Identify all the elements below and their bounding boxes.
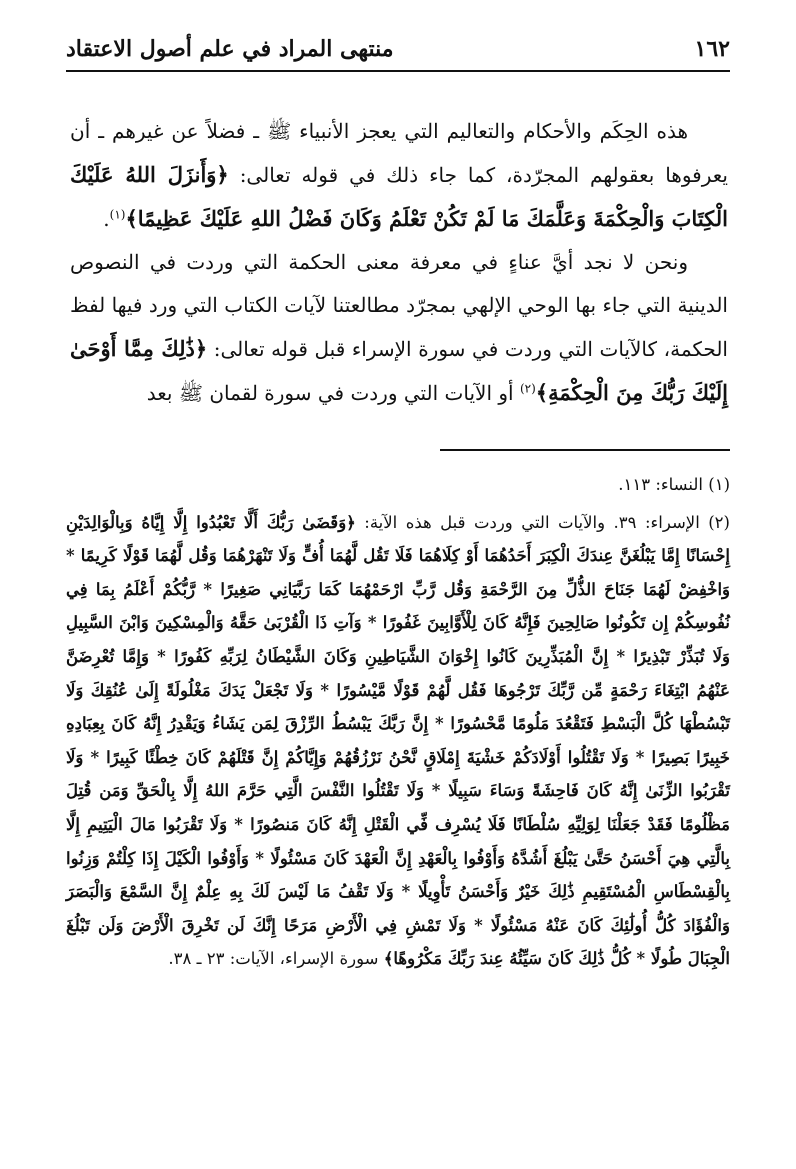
paragraph-2-text: ونحن لا نجد أيَّ عناءٍ في معرفة معنى الحكمة التي وردت في النصوص الدينية التي جاء بها الوحي الإلهي بمجرّد مطالعتنا لآيات الكتاب التي ورد فيها لفظ الحكمة، كالآيات التي وردت في سورة الإسراء قبل قوله تعالى: bbox=[70, 250, 728, 361]
footnote-separator bbox=[440, 449, 730, 451]
paragraph-2 bbox=[70, 241, 728, 415]
running-title: منتهى المراد في علم أصول الاعتقاد bbox=[66, 36, 394, 62]
footnote-ref-2[interactable]: (٢) bbox=[519, 381, 536, 396]
paragraph-1-text: هذه الحِكَم والأحكام والتعاليم التي يعجز الأنبياء ﷺ ـ فضلاً عن غيرهم ـ أن يعرفوها بعقولهم المجرّدة، كما جاء ذلك في قوله تعالى: bbox=[70, 119, 728, 187]
footnote-ref-1[interactable]: (١) bbox=[109, 207, 126, 222]
footnote-2-verses: ﴿وَقَضَىٰ رَبُّكَ أَلَّا تَعْبُدُوا إِلَّا إِيَّاهُ وَبِالْوَالِدَيْنِ إِحْسَانًا إِمَّا يَبْلُغَنَّ عِندَكَ الْكِبَرَ أَحَدُهُمَا أَوْ كِلَاهُمَا فَلَا تَقُل لَّهُمَا أُفٍّ وَلَا تَنْهَرْهُمَا وَقُل لَّهُمَا قَوْلًا كَرِيمًا * وَاخْفِضْ لَهُمَا جَنَاحَ الذُّلِّ مِنَ الرَّحْمَةِ وَقُل رَّبِّ ارْحَمْهُمَا كَمَا رَبَّيَانِي صَغِيرًا * رَّبُّكُمْ أَعْلَمُ بِمَا فِي نُفُوسِكُمْ إِن تَكُونُوا صَالِحِينَ فَإِنَّهُ كَانَ لِلْأَوَّابِينَ غَفُورًا * وَآتِ ذَا الْقُرْبَىٰ حَقَّهُ وَالْمِسْكِينَ وَابْنَ السَّبِيلِ وَلَا تُبَذِّرْ تَبْذِيرًا * إِنَّ الْمُبَذِّرِينَ كَانُوا إِخْوَانَ الشَّيَاطِينِ وَكَانَ الشَّيْطَانُ لِرَبِّهِ كَفُورًا * وَإِمَّا تُعْرِضَنَّ عَنْهُمُ ابْتِغَاءَ رَحْمَةٍ مِّن رَّبِّكَ تَرْجُوهَا فَقُل لَّهُمْ قَوْلًا مَّيْسُورًا * وَلَا تَجْعَلْ يَدَكَ مَغْلُولَةً إِلَىٰ عُنُقِكَ وَلَا تَبْسُطْهَا كُلَّ الْبَسْطِ فَتَقْعُدَ مَلُومًا مَّحْسُورًا * إِنَّ رَبَّكَ يَبْسُطُ الرِّزْقَ لِمَن يَشَاءُ وَيَقْدِرُ إِنَّهُ كَانَ بِعِبَادِهِ خَبِيرًا بَصِيرًا * وَلَا تَقْتُلُوا أَوْلَادَكُمْ خَشْيَةَ إِمْلَاقٍ نَّحْنُ نَرْزُقُهُمْ وَإِيَّاكُمْ إِنَّ قَتْلَهُمْ كَانَ خِطْئًا كَبِيرًا * وَلَا تَقْرَبُوا الزِّنَىٰ إِنَّهُ كَانَ فَاحِشَةً وَسَاءَ سَبِيلًا * وَلَا تَقْتُلُوا النَّفْسَ الَّتِي حَرَّمَ اللهُ إِلَّا بِالْحَقِّ وَمَن قُتِلَ مَظْلُومًا فَقَدْ جَعَلْنَا لِوَلِيِّهِ سُلْطَانًا فَلَا يُسْرِف فِّي الْقَتْلِ إِنَّهُ كَانَ مَنصُورًا * وَلَا تَقْرَبُوا مَالَ الْيَتِيمِ إِلَّا بِالَّتِي هِيَ أَحْسَنُ حَتَّىٰ يَبْلُغَ أَشُدَّهُ وَأَوْفُوا بِالْعَهْدِ إِنَّ الْعَهْدَ كَانَ مَسْئُولًا * وَأَوْفُوا الْكَيْلَ إِذَا كِلْتُمْ وَزِنُوا بِالْقِسْطَاسِ الْمُسْتَقِيمِ ذَٰلِكَ خَيْرٌ وَأَحْسَنُ تَأْوِيلًا * وَلَا تَقْفُ مَا لَيْسَ لَكَ بِهِ عِلْمٌ إِنَّ السَّمْعَ وَالْبَصَرَ وَالْفُؤَادَ كُلُّ أُولَٰئِكَ كَانَ عَنْهُ مَسْئُولًا * وَلَا تَمْشِ فِي الْأَرْضِ مَرَحًا إِنَّكَ لَن تَخْرِقَ الْأَرْضَ وَلَن تَبْلُغَ الْجِبَالَ طُولًا * كُلُّ ذَٰلِكَ كَانَ سَيِّئُهُ عِندَ رَبِّكَ مَكْرُوهًا﴾ bbox=[66, 512, 730, 969]
main-text bbox=[70, 110, 728, 415]
paragraph-1: هذه الحِكَم والأحكام والتعاليم التي يعجز الأنبياء ﷺ ـ فضلاً عن غيرهم ـ أن يعرفوها بعقولهم المجرّدة، كما جاء ذلك في قوله تعالى: ﴿وَأَنزَلَ اللهُ عَلَيْكَ الْكِتَابَ وَالْحِكْمَةَ وَعَلَّمَكَ مَا لَمْ تَكُنْ تَعْلَمُ وَكَانَ فَضْلُ اللهِ عَلَيْكَ عَظِيمًا﴾$^{(١)}$. bbox=[70, 119, 728, 231]
footnote-1: (١) النساء: ١١٣. bbox=[618, 475, 730, 494]
footnote-2-source: سورة الإسراء، الآيات: ٢٣ ـ ٣٨. bbox=[168, 949, 384, 969]
page-header bbox=[66, 30, 730, 72]
quran-verse-2: ﴿ذَٰلِكَ مِمَّا أَوْحَىٰ إِلَيْكَ رَبُّكَ مِنَ الْحِكْمَةِ﴾ bbox=[70, 336, 728, 405]
page-number: ١٦٢ bbox=[694, 36, 730, 62]
footnotes bbox=[66, 468, 730, 976]
footnote-2-intro: (٢) الإسراء: ٣٩. والآيات التي وردت قبل هذه الآية: bbox=[355, 512, 730, 532]
paragraph-2-tail: أو الآيات التي وردت في سورة لقمان ﷺ بعد bbox=[146, 381, 520, 405]
footnote-2 bbox=[66, 506, 730, 976]
quran-verse-1: ﴿وَأَنزَلَ اللهُ عَلَيْكَ الْكِتَابَ وَالْحِكْمَةَ وَعَلَّمَكَ مَا لَمْ تَكُنْ تَعْلَمُ وَكَانَ فَضْلُ اللهِ عَلَيْكَ عَظِيمًا﴾ bbox=[70, 162, 728, 231]
